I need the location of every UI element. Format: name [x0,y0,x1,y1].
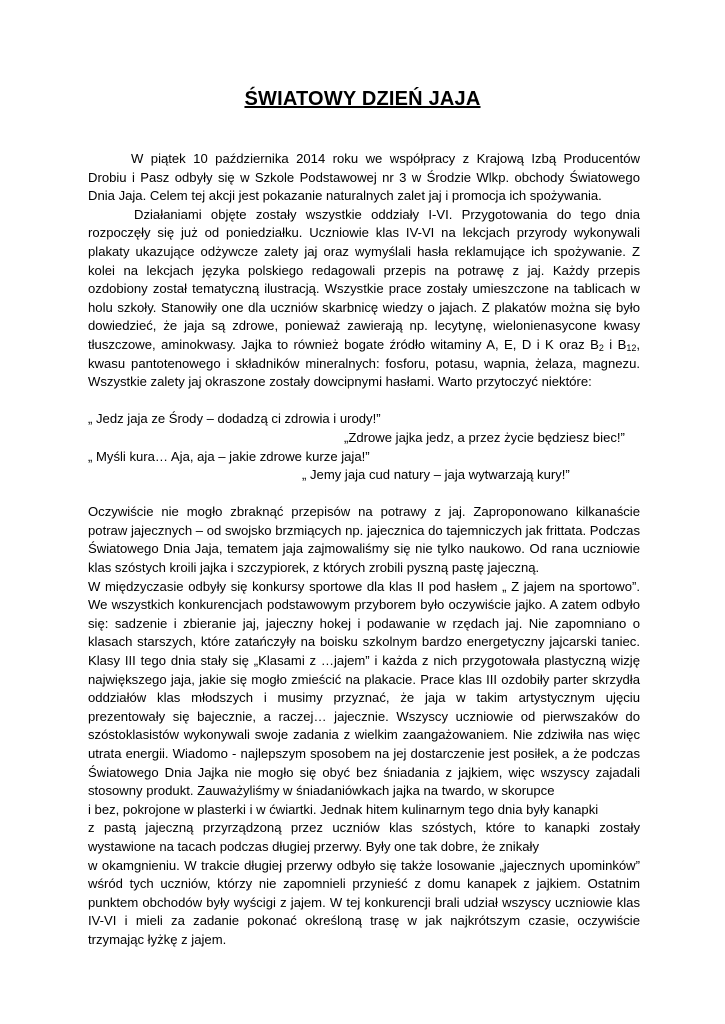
paragraph-line-b: z pastą jajeczną przyrządzoną przez uczniów klas szóstych, które to kanapki zostały wystawione na tacach podczas długiej przerwy. Były one tak dobre, że znikały [88,820,640,854]
paragraph-recipes: Oczywiście nie mogło zbraknąć przepisów na potrawy z jaj. Zaproponowano kilkanaście potraw jajecznych – od swojsko brzmiących np. jajecznica do tajemniczych jak frittata. Podczas Światowego Dnia Jaja, tematem jaja zajmowaliśmy się nie tylko naukowo. Od rana uczniowie klas szóstych kroili jajka i szczypiorek, z których zrobili pyszną pastę jajeczną. [88,504,640,576]
subscript-2: 2 [598,342,604,353]
slogan-1: „ Jedz jaja ze Środy – dodadzą ci zdrowia i urody!” [88,411,381,427]
paragraph-competitions: W międzyczasie odbyły się konkursy sportowe dla klas II pod hasłem „ Z jajem na sportowo”. We wszystkich konkurencjach podstawowym przyborem było oczywiście jajko. A zatem odbyło się: sadzenie i zbieranie jaj, jajeczny hokej i podawanie w rzędach jaj. Nie zapomniano o klasach starszych, które zatańczyły na boisku szkolnym bardzo energetyczny jajcarski taniec. Klasy III tego dnia stały się „Klasami z …jajem” i każda z nich przygotowała plastyczną wizję największego jaja, jakie się mogło zmieścić na plakacie. Prace klas III ozdobiły parter skrzydła oddziałów klas młodszych i musimy przyznać, że jaja w takim artystycznym ujęciu prezentowały się bajecznie, a raczej… jajecznie. Wszyscy uczniowie od pierwszaków do szóstoklasistów wykonywali swoje zadania z wielkim zaangażowaniem. Nie zdziwiła nas więc utrata energii. Wiadomo - najlepszym sposobem na jej dostarczenie jest posiłek, a że podczas Światowego Dnia Jajka nie mogło się obyć bez śniadania z jajkiem, więc wszyscy zajadali stosowny produkt. Zauważyliśmy w śniadaniówkach jajka na twardo, w skorupce [88,578,640,799]
spacer [88,485,640,504]
slogan-4: „ Jemy jaja cud natury – jaja wytwarzają kury!” [302,467,570,483]
subscript-12: 12 [626,342,637,353]
paragraph-line-c: w okamgnieniu. W trakcie długiej przerwy odbyło się także losowanie „jajecznych upominków” wśród tych uczniów, którzy nie zapomnieli przynieść z domu kanapek z jajkiem. Ostatnim punktem obchodów były wyścigi z jajem. W tej konkurencji brali udział wszyscy uczniowie klas IV-VI i mieli za zadanie pokonać określoną trasę w jak najkrótszym czasie, oczywiście trzymając łyżkę z jajem. [88,857,640,947]
spacer [88,392,640,411]
paragraph-intro: W piątek 10 października 2014 roku we współpracy z Krajową Izbą Producentów Drobiu i Pasz odbyły się w Szkole Podstawowej nr 3 w Środzie Wlkp. obchody Światowego Dnia Jaja. Celem tej akcji jest pokazanie naturalnych zalet jaj i promocja ich spożywania. [88,151,640,204]
paragraph-preparations-text-c: , kwasu pantotenowego i składników mineralnych: fosforu, potasu, wapnia, żelaza, magnezu. Wszystkie zalety jaj okraszone zostały dowcipnymi hasłami. Warto przytoczyć niektóre: [88,336,640,390]
page-title: ŚWIATOWY DZIEŃ JAJA [244,88,481,110]
paragraph-preparations [88,206,640,392]
paragraph-line-a: i bez, pokrojone w plasterki i w ćwiartki. Jednak hitem kulinarnym tego dnia były kanapki [88,801,599,817]
slogan-3: „ Myśli kura… Aja, aja – jakie zdrowe kurze jaja!” [88,448,370,464]
article-body [88,150,640,950]
paragraph-preparations-text-b: i B [603,336,627,352]
paragraph-preparations-text-a: Działaniami objęte zostały wszystkie oddziały I-VI. Przygotowania do tego dnia rozpoczęły się już od poniedziałku. Uczniowie klas IV-VI na lekcjach przyrody wykonywali plakaty ukazujące odżywcze zalety jaj oraz wymyślali hasła reklamujące ich spożywanie. Z kolei na lekcjach języka polskiego redagowali przepis na potrawę z jaj. Każdy przepis ozdobiony został tematyczną ilustracją. Wszystkie prace zostały umieszczone na tablicach w holu szkoły. Stanowiły one dla uczniów skarbnicę wiedzy o jajach. Z plakatów można się było dowiedzieć, że jaja są zdrowe, ponieważ zawierają np. lecytynę, wielonienasycone kwasy tłuszczowe, aminokwasy. Jajka to również bogate źródło witaminy A, E, D i K oraz B [88,206,640,352]
slogan-2: „Zdrowe jajka jedz, a przez życie będziesz biec!” [344,429,625,445]
